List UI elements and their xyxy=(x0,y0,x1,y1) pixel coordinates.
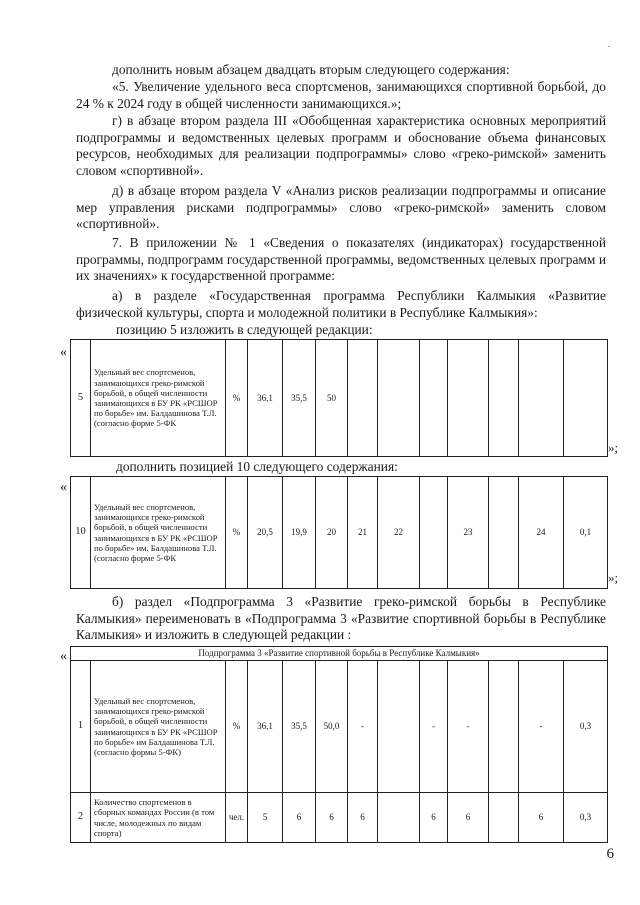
paragraph-4: д) в абзаце втором раздела V «Анализ рисков реализации подпрограммы и описание мер управления рисками подпрограммы» слово «греко-римской» заменить словом «спортивной». xyxy=(76,183,606,231)
cell-empty xyxy=(489,661,519,793)
cell-empty xyxy=(378,340,420,457)
cell-value: 35,5 xyxy=(283,661,316,793)
cell-value: 36,1 xyxy=(248,340,283,457)
cell-value: 6 xyxy=(283,793,316,843)
paragraph-8: дополнить позицией 10 следующего содержания: xyxy=(116,459,398,474)
cell-value: 6 xyxy=(448,793,489,843)
paragraph-3: г) в абзаце втором раздела III «Обобщенная характеристика основных мероприятий подпрограммы и ведомственных целевых программ и обоснование объема финансовых ресурсов, необходимых для реализации подпрограммы» слово «греко-римской» заменить словом «спортивной». xyxy=(76,113,606,178)
cell-value: - xyxy=(348,661,378,793)
cell-value: 20,5 xyxy=(248,477,283,589)
cell-description: Удельный вес спортсменов, занимающихся греко-римской борьбой, в общей численности занимающихся в БУ РК «РСШОР по борьбе» им. Балдашинова Т.Л. (согласно форме 5-ФК xyxy=(91,477,226,589)
cell-description: Количество спортсменов в сборных командах России (в том числе, молодежных по видам спорта) xyxy=(91,793,226,843)
cell-value: - xyxy=(448,661,489,793)
paragraph-5: 7. В приложении № 1 «Сведения о показателях (индикаторах) государственной программы, подпрограмм государственной программы, ведомственных целевых программ и их значениях» к государственной программе: xyxy=(76,235,606,283)
cell-num: 1 xyxy=(71,661,91,793)
page-number: 6 xyxy=(606,846,614,862)
cell-value: 6 xyxy=(519,793,564,843)
cell-value: 6 xyxy=(316,793,348,843)
cell-empty xyxy=(489,793,519,843)
cell-unit: % xyxy=(226,340,248,457)
paragraph-7: позицию 5 изложить в следующей редакции: xyxy=(116,322,373,337)
cell-empty xyxy=(378,661,420,793)
cell-empty xyxy=(378,793,420,843)
table-row xyxy=(71,793,608,843)
close-mark: »; xyxy=(608,440,619,455)
cell-value: 36,1 xyxy=(248,661,283,793)
table-row xyxy=(71,477,608,589)
table-row xyxy=(71,340,608,457)
cell-value: 6 xyxy=(348,793,378,843)
close-mark: »; xyxy=(608,570,619,585)
cell-empty xyxy=(420,477,448,589)
cell-description: Удельный вес спортсменов, занимающихся греко-римской борьбой, в общей численности занимающихся в БУ РК «РСШОР по борьбе» им Балдашинова Т.Л.(согласно формы 5-ФК) xyxy=(91,661,226,793)
cell-empty xyxy=(489,477,519,589)
cell-value: 5 xyxy=(248,793,283,843)
cell-value: 24 xyxy=(519,477,564,589)
cell-value: 0,3 xyxy=(564,793,608,843)
paragraph-6: а) в разделе «Государственная программа Республики Калмыкия «Развитие физической культуры, спорта и молодежной политики в Республике Калмыкия»: xyxy=(76,288,606,320)
cell-value: 50,0 xyxy=(316,661,348,793)
cell-num: 10 xyxy=(71,477,91,589)
table-row xyxy=(71,661,608,793)
cell-value: 21 xyxy=(348,477,378,589)
cell-unit: % xyxy=(226,661,248,793)
cell-empty xyxy=(489,340,519,457)
cell-value: 22 xyxy=(378,477,420,589)
paragraph-9: б) раздел «Подпрограмма 3 «Развитие греко-римской борьбы в Республике Калмыкия» переименовать в «Подпрограмма 3 «Развитие спортивной борьбы в Республике Калмыкия» и изложить в следующей редакции : xyxy=(76,594,606,642)
cell-value: 35,5 xyxy=(283,340,316,457)
cell-num: 5 xyxy=(71,340,91,457)
cell-num: 2 xyxy=(71,793,91,843)
cell-empty xyxy=(348,340,378,457)
cell-value: 23 xyxy=(448,477,489,589)
cell-empty xyxy=(564,340,608,457)
cell-value: 0,3 xyxy=(564,661,608,793)
cell-empty xyxy=(519,340,564,457)
cell-value: 0,1 xyxy=(564,477,608,589)
subprogram-header: Подпрограмма 3 «Развитие спортивной борьбы в Республике Калмыкия» xyxy=(71,647,608,661)
open-quote: « xyxy=(60,480,67,495)
paragraph-1: дополнить новым абзацем двадцать вторым следующего содержания: xyxy=(112,62,510,77)
cell-value: 20 xyxy=(316,477,348,589)
open-quote: « xyxy=(60,649,67,664)
cell-unit: чел. xyxy=(226,793,248,843)
cell-value: - xyxy=(519,661,564,793)
table-subprogram-3 xyxy=(70,646,608,843)
cell-value: 19,9 xyxy=(283,477,316,589)
paragraph-2: «5. Увеличение удельного веса спортсменов, занимающихся спортивной борьбой, до 24 % к 2024 году в общей численности занимающихся.»; xyxy=(76,79,606,111)
open-quote: « xyxy=(60,345,67,360)
table-header-row xyxy=(71,647,608,661)
scan-mark: . xyxy=(608,40,610,49)
cell-value: 50 xyxy=(316,340,348,457)
cell-empty xyxy=(448,340,489,457)
cell-unit: % xyxy=(226,477,248,589)
cell-description: Удельный вес спортсменов, занимающихся греко-римской борьбой, в общей численности занимающихся в БУ РК «РСШОР по борьбе» им. Балдашинова Т.Л. (согласно форме 5-ФК xyxy=(91,340,226,457)
cell-empty xyxy=(420,340,448,457)
table-position-10 xyxy=(70,476,608,589)
cell-value: 6 xyxy=(420,793,448,843)
table-position-5 xyxy=(70,339,608,457)
cell-value: - xyxy=(420,661,448,793)
